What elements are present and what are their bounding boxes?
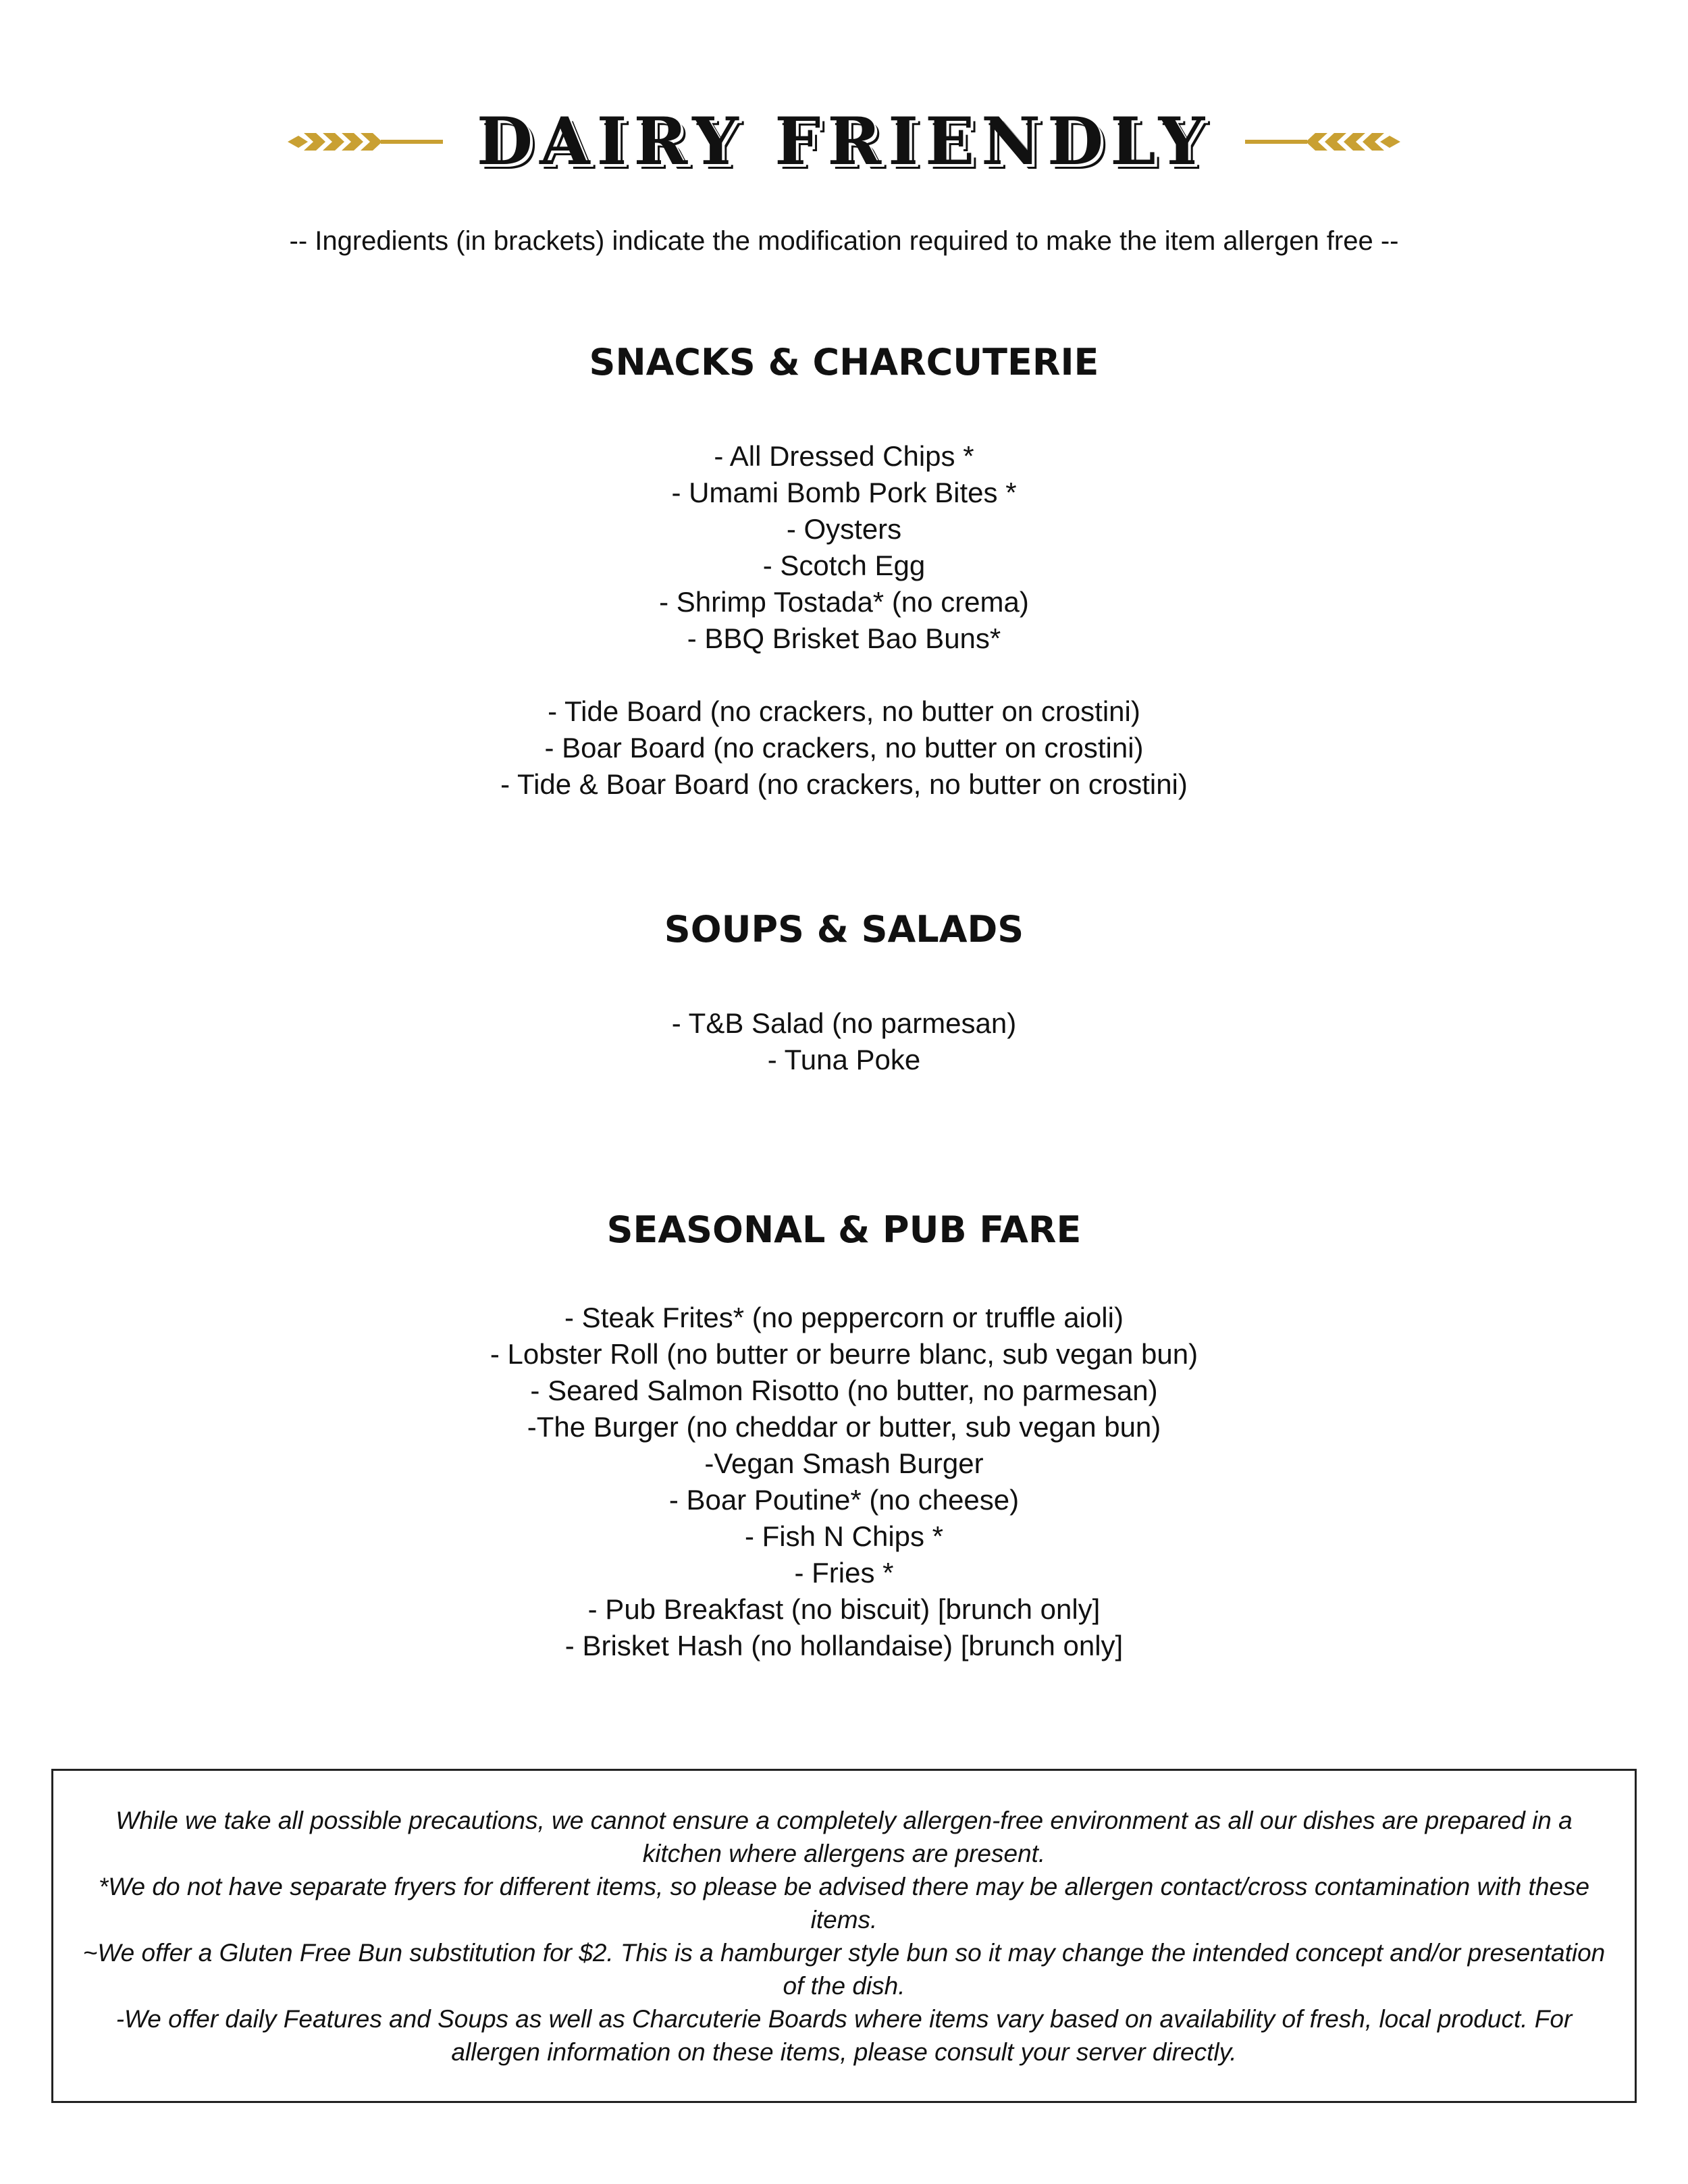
allergen-instructions: -- Ingredients (in brackets) indicate the modification required to make the item allergen free -- (289, 226, 1399, 256)
menu-list-snacks (0, 438, 1688, 803)
menu-item: - Fries * (794, 1556, 894, 1589)
menu-list-seasonal (0, 1300, 1688, 1664)
section-heading-seasonal: SEASONAL & PUB FARE (606, 1208, 1082, 1251)
menu-item: - Boar Poutine* (no cheese) (668, 1483, 1020, 1516)
menu-item: - Umami Bomb Pork Bites * (671, 476, 1017, 508)
menu-item: - Shrimp Tostada* (no crema) (659, 585, 1029, 618)
list-spacer (0, 657, 1688, 693)
section-heading-snacks: SNACKS & CHARCUTERIE (589, 341, 1099, 383)
section-soups (0, 908, 1688, 1078)
menu-item: - BBQ Brisket Bao Buns* (687, 622, 1001, 654)
section-heading-soups: SOUPS & SALADS (664, 908, 1024, 951)
disclaimer-box (51, 1769, 1637, 2103)
menu-item: - All Dressed Chips * (714, 440, 974, 472)
menu-item: - Oysters (786, 512, 902, 545)
section-snacks (0, 341, 1688, 803)
menu-item: -Vegan Smash Burger (704, 1447, 984, 1479)
wheat-arrow-right-icon (1245, 127, 1400, 157)
menu-item: -The Burger (no cheddar or butter, sub vegan bun) (527, 1410, 1161, 1443)
menu-item: - Fish N Chips * (744, 1520, 944, 1552)
disclaimer-text (80, 1804, 1608, 2069)
menu-item: - Pub Breakfast (no biscuit) [brunch only] (587, 1593, 1101, 1625)
menu-list-soups (0, 1005, 1688, 1078)
menu-item: - Tuna Poke (767, 1043, 921, 1075)
menu-item: - Lobster Roll (no butter or beurre blanc, sub vegan bun) (490, 1337, 1198, 1370)
disclaimer-line: *We do not have separate fryers for different items, so please be advised there may be allergen contact/cross contamination with these items. (98, 1872, 1590, 1934)
menu-item: - Seared Salmon Risotto (no butter, no parmesan) (530, 1374, 1158, 1406)
menu-item: - Scotch Egg (762, 549, 926, 581)
wheat-arrow-left-icon (288, 127, 443, 157)
disclaimer-line: -We offer daily Features and Soups as well as Charcuterie Boards where items vary based on availability of fresh, local product. For allergen information on these items, please consult your server directly. (115, 2004, 1573, 2066)
disclaimer-line: ~We offer a Gluten Free Bun substitution for $2. This is a hamburger style bun so it may change the intended concept and/or presentation of the dish. (82, 1938, 1606, 2000)
menu-item: - Brisket Hash (no hollandaise) [brunch only] (564, 1629, 1124, 1661)
menu-item: - Tide & Boar Board (no crackers, no butter on crostini) (500, 768, 1188, 800)
menu-item: - Boar Board (no crackers, no butter on crostini) (544, 731, 1144, 764)
section-seasonal (0, 1208, 1688, 1664)
menu-item: - Steak Frites* (no peppercorn or truffle aioli) (564, 1301, 1124, 1333)
page-title: DAIRY FRIENDLY (476, 103, 1212, 180)
menu-item: - T&B Salad (no parmesan) (671, 1007, 1017, 1039)
disclaimer-line: While we take all possible precautions, we cannot ensure a completely allergen-free environment as all our dishes are prepared in a kitchen where allergens are present. (115, 1806, 1573, 1867)
menu-item: - Tide Board (no crackers, no butter on crostini) (548, 695, 1140, 727)
page-header (0, 98, 1688, 186)
